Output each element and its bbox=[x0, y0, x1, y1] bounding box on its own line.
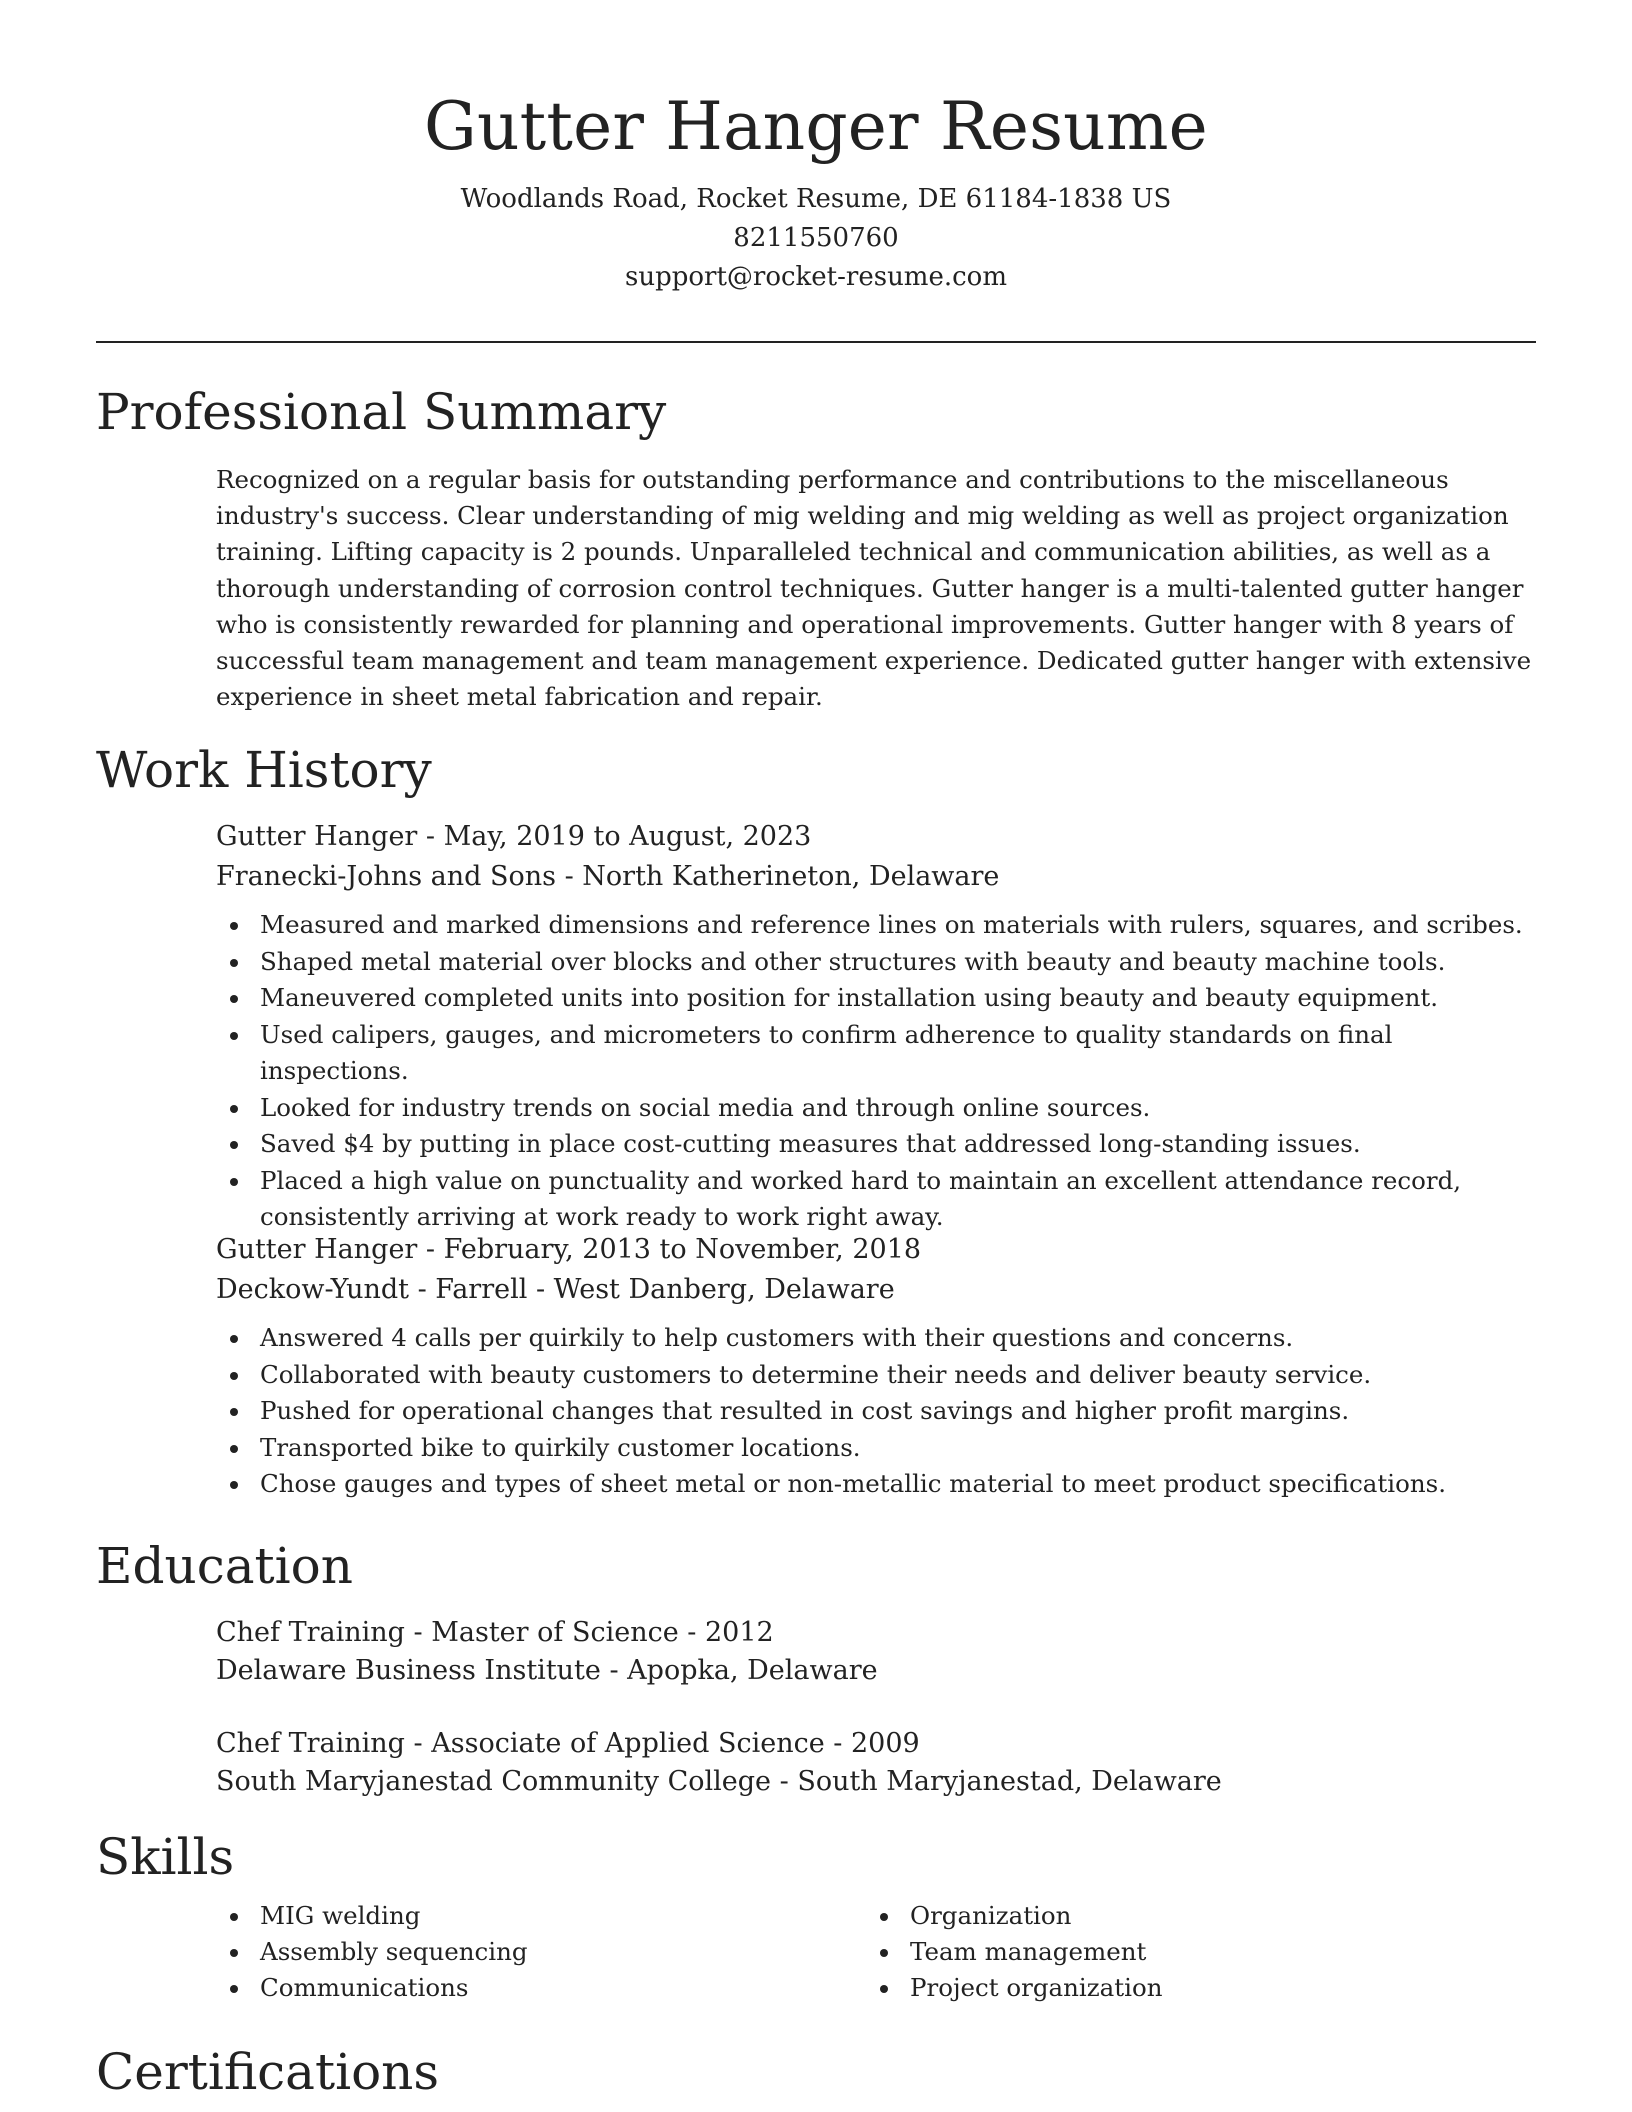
job-entry bbox=[216, 1230, 1536, 1503]
skill-text: Team management bbox=[910, 1937, 1147, 1966]
list-item bbox=[216, 1466, 1536, 1503]
contact-email: support@rocket-resume.com bbox=[624, 262, 1007, 292]
list-item bbox=[216, 1430, 1536, 1467]
education-degree: Chef Training - Master of Science - 2012 bbox=[216, 1617, 774, 1648]
contact-phone: 8211550760 bbox=[733, 223, 899, 253]
list-item-text: Looked for industry trends on social media and through online sources. bbox=[260, 1092, 1151, 1122]
summary-text: Recognized on a regular basis for outstanding performance and contributions to the miscellaneous industry's success. Clear understanding of mig welding and mig welding as well as project organization training. Lifting capacity is 2 pounds. Unparalleled technical and communication abilities, as well as a thorough understanding of corrosion control techniques. Gutter hanger is a multi-talented gutter hanger who is consistently rewarded for planning and operational improvements. Gutter hanger with 8 years of successful team management and team management experience. Dedicated gutter hanger with extensive experience in sheet metal fabrication and repair. bbox=[216, 465, 1532, 712]
list-item bbox=[216, 1017, 1536, 1090]
job-entry bbox=[216, 817, 1536, 1236]
bullet-icon bbox=[880, 1949, 888, 1957]
section-title-certifications: Certifications bbox=[96, 2043, 440, 2101]
education-location: - South Maryjanestad, Delaware bbox=[771, 1766, 1222, 1797]
education-school: Delaware Business Institute bbox=[216, 1655, 601, 1686]
bullet-icon bbox=[230, 959, 238, 967]
bullet-icon bbox=[230, 1949, 238, 1957]
bullet-icon bbox=[230, 1178, 238, 1186]
skill-text: Communications bbox=[260, 1973, 469, 2002]
list-item bbox=[216, 944, 1536, 981]
bullet-icon bbox=[230, 1913, 238, 1921]
job-company: Deckow-Yundt - Farrell bbox=[216, 1274, 528, 1305]
skill-item bbox=[866, 1934, 1516, 1970]
job-title-dates: Gutter Hanger - May, 2019 to August, 2023 bbox=[216, 821, 812, 852]
list-item-text: Saved $4 by putting in place cost-cutting measures that addressed long-standing issues. bbox=[260, 1129, 1361, 1158]
list-item bbox=[216, 1357, 1536, 1394]
skill-item bbox=[866, 1898, 1516, 1934]
list-item-text: Answered 4 calls per quirkily to help customers with their questions and concerns. bbox=[260, 1323, 1294, 1352]
bullet-icon bbox=[230, 995, 238, 1003]
bullet-icon bbox=[230, 1105, 238, 1113]
list-item-text: Pushed for operational changes that resulted in cost savings and higher profit margins. bbox=[260, 1396, 1350, 1425]
education-school-line bbox=[216, 1652, 1536, 1690]
job-duties-list bbox=[216, 1320, 1536, 1503]
skills-column-right bbox=[866, 1898, 1516, 2006]
section-title-education: Education bbox=[96, 1537, 353, 1595]
summary-block bbox=[216, 462, 1536, 715]
resume-header bbox=[96, 84, 1536, 297]
skill-text: Assembly sequencing bbox=[260, 1937, 528, 1966]
bullet-icon bbox=[230, 1372, 238, 1380]
education-location: - Apopka, Delaware bbox=[600, 1655, 878, 1686]
bullet-icon bbox=[230, 1481, 238, 1489]
education-entry bbox=[216, 1725, 1536, 1801]
education-degree: Chef Training - Associate of Applied Science - 2009 bbox=[216, 1728, 920, 1759]
job-company: Franecki-Johns and Sons bbox=[216, 861, 556, 892]
section-title-summary: Professional Summary bbox=[96, 383, 667, 441]
list-item bbox=[216, 1393, 1536, 1430]
education-school: South Maryjanestad Community College bbox=[216, 1766, 772, 1797]
list-item-text: Shaped metal material over blocks and other structures with beauty and beauty machine tools. bbox=[260, 946, 1446, 976]
skill-text: MIG welding bbox=[260, 1901, 421, 1930]
list-item bbox=[216, 1090, 1536, 1127]
list-item-text: Placed a high value on punctuality and worked hard to maintain an excellent attendance record, consistently arriving at work ready to work right away. bbox=[260, 1165, 1462, 1231]
list-item bbox=[216, 1126, 1536, 1163]
list-item-text: Chose gauges and types of sheet metal or non-metallic material to meet product specifications. bbox=[260, 1469, 1446, 1498]
list-item-text: Used calipers, gauges, and micrometers to confirm adherence to quality standards on final inspections. bbox=[260, 1019, 1393, 1085]
list-item-text: Collaborated with beauty customers to determine their needs and deliver beauty service. bbox=[260, 1359, 1372, 1389]
job-employer bbox=[216, 1270, 1536, 1310]
bullet-icon bbox=[230, 922, 238, 930]
skill-item bbox=[216, 1934, 866, 1970]
bullet-icon bbox=[880, 1913, 888, 1921]
education-school-line bbox=[216, 1763, 1536, 1801]
header-divider bbox=[96, 341, 1536, 343]
bullet-icon bbox=[230, 1985, 238, 1993]
bullet-icon bbox=[880, 1985, 888, 1993]
list-item bbox=[216, 1163, 1536, 1236]
job-location: - West Danberg, Delaware bbox=[527, 1274, 895, 1305]
job-employer bbox=[216, 857, 1536, 897]
job-title-dates: Gutter Hanger - February, 2013 to November, 2018 bbox=[216, 1234, 922, 1265]
skill-item bbox=[216, 1970, 866, 2006]
skill-item bbox=[866, 1970, 1516, 2006]
skill-item bbox=[216, 1898, 866, 1934]
bullet-icon bbox=[230, 1445, 238, 1453]
section-title-work-history: Work History bbox=[96, 741, 432, 799]
education-entry bbox=[216, 1614, 1536, 1690]
job-duties-list bbox=[216, 907, 1536, 1236]
skill-text: Organization bbox=[910, 1901, 1072, 1930]
list-item bbox=[216, 907, 1536, 944]
skills-column-left bbox=[216, 1898, 866, 2006]
resume-title: Gutter Hanger Resume bbox=[424, 88, 1208, 165]
contact-address: Woodlands Road, Rocket Resume, DE 61184-1838 US bbox=[460, 184, 1172, 214]
bullet-icon bbox=[230, 1141, 238, 1149]
bullet-icon bbox=[230, 1408, 238, 1416]
job-location: - North Katherineton, Delaware bbox=[556, 861, 1000, 892]
skill-text: Project organization bbox=[910, 1973, 1163, 2002]
list-item bbox=[216, 980, 1536, 1017]
bullet-icon bbox=[230, 1032, 238, 1040]
list-item-text: Measured and marked dimensions and reference lines on materials with rulers, squares, and scribes. bbox=[260, 910, 1523, 939]
list-item-text: Maneuvered completed units into position for installation using beauty and beauty equipment. bbox=[260, 983, 1438, 1012]
bullet-icon bbox=[230, 1335, 238, 1343]
list-item-text: Transported bike to quirkily customer locations. bbox=[260, 1432, 861, 1462]
section-title-skills: Skills bbox=[96, 1828, 235, 1886]
list-item bbox=[216, 1320, 1536, 1357]
skills-grid bbox=[216, 1898, 1536, 2006]
